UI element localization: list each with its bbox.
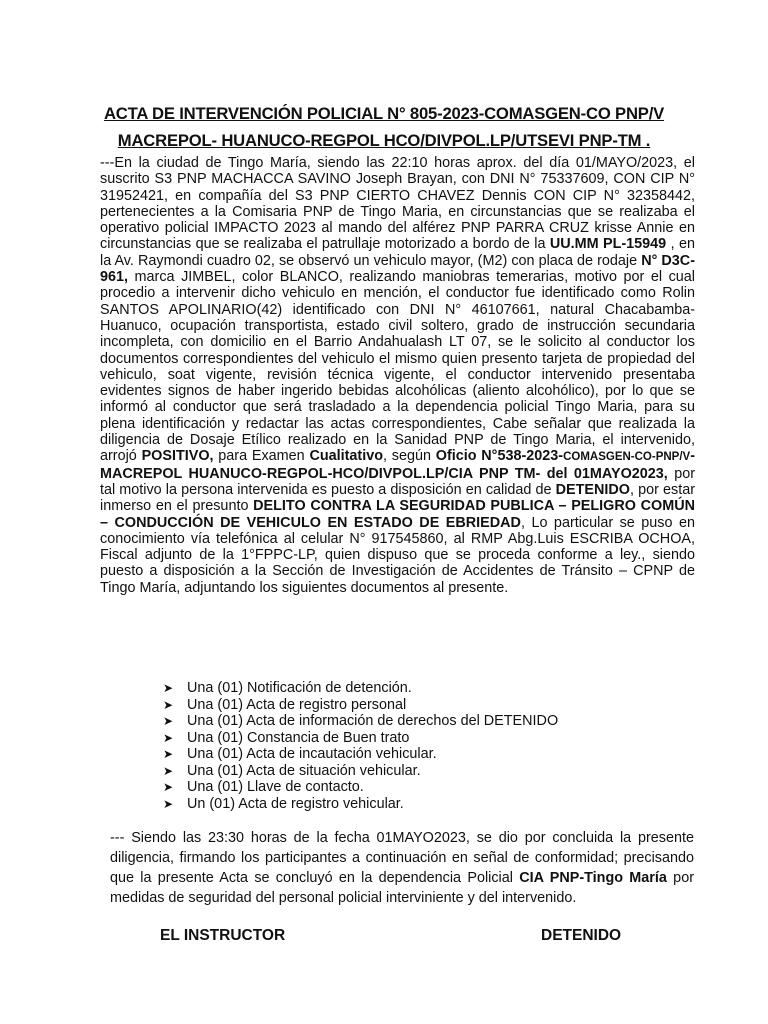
oficio-reference-bold: Oficio N°538-2023- — [435, 448, 564, 465]
title-line-2: MACREPOL- HUANUCO-REGPOL HCO/DIVPOL.LP/UTSEVI PNP-TM . — [117, 131, 651, 150]
arrow-bullet-icon: ➤ — [163, 747, 174, 761]
arrow-bullet-icon: ➤ — [163, 697, 174, 712]
narrative-text: para Examen — [213, 448, 310, 465]
list-item — [163, 763, 558, 780]
narrative-text: , según — [383, 448, 436, 465]
list-item-text: Una (01) Acta de registro personal — [187, 696, 407, 713]
document-title — [96, 100, 672, 154]
police-station-bold: CIA PNP-Tingo María — [519, 870, 667, 886]
narrative-text: , en la Av. Raymondi cuadro 02, se observó un vehiculo mayor, (M2) con placa de rodaje — [100, 236, 695, 269]
list-item — [163, 730, 558, 747]
list-item — [163, 796, 558, 813]
list-item — [163, 713, 558, 730]
signature-label-detainee: DETENIDO — [541, 927, 622, 944]
list-item-text: Una (01) Notificación de detención. — [187, 680, 412, 696]
list-item-text: Una (01) Llave de contacto. — [187, 779, 364, 795]
narrative-text: marca JIMBEL, color BLANCO, realizando maniobras temerarias, motivo por el cual procedio a intervenir dicho vehiculo en mención, el conductor fue identificado como Rolin SANTOS APOLINARIO(42) identificado con DNI N° 46107661, natural Chacabamba-Huanuco, ocupación transportista, estado civil soltero, grado de instrucción secundaria incompleta, con domicilio en el Barrio Andahualash LT 07, se le solicito al conductor los documentos correspondientes del vehiculo el mismo quien presento tarjeta de propiedad del vehiculo, soat vigente, revisión técnica vigente, el conductor intervenido presentaba evidentes signos de haber ingerido bebidas alcohólicas (aliento alcohólico), por lo que se informó al conductor que será trasladado a la dependencia policial Tingo Maria, para su plena identificación y redactar las actas correspondientes, Cabe señalar que realizada la diligencia de Dosaje Etílico realizado en la Sanidad PNP de Tingo Maria, el intervenido, arrojó — [100, 269, 695, 465]
crime-description-bold: DELITO CONTRA LA SEGURIDAD PUBLICA – PELIGRO COMÚN – CONDUCCIÓN DE VEHICULO EN ESTADO DE EBRIEDAD — [100, 498, 696, 531]
narrative-text: ---En la ciudad de Tingo María, siendo las 22:10 horas aprox. del día 01/MAYO/2023, el suscrito S3 PNP MACHACCA SAVINO Joseph Brayan, con DNI N° 75337609, CON CIP N° 31952421, en compañía del S3 PNP CIERTO CHAVEZ Dennis CON CIP N° 32358442, pertenecientes a la Comisaria PNP de Tingo Maria, en circunstancias que se realizaba el operativo policial IMPACTO 2023 al mando del alférez PNP PARRA CRUZ krisse Annie en circunstancias que se realizaba el patrullaje motorizado a bordo de la — [100, 155, 695, 253]
arrow-bullet-icon: ➤ — [163, 796, 174, 811]
oficio-reference-bold: -MACREPOL HUANUCO-REGPOL-HCO/DIVPOL.LP/CIA PNP TM- del 01MAYO2023, — [100, 448, 696, 482]
intervention-narrative — [100, 155, 695, 596]
arrow-bullet-icon: ➤ — [163, 730, 174, 745]
list-item — [163, 779, 558, 796]
list-item — [163, 680, 558, 697]
detention-status-bold: DETENIDO — [555, 481, 630, 498]
narrative-text: , Lo particular se puso en conocimiento vía telefónica al celular N° 917545860, al RMP Abg.Luis ESCRIBA OCHOA, Fiscal adjunto de la 1°FPPC-LP, quien dispuso que se proceda conforme a ley., siendo puesto a disposición a la Sección de Investigación de Accidentes de Tránsito – CPNP de Tingo María, adjuntando los siguientes documentos al presente. — [100, 514, 696, 596]
narrative-text: por tal motivo la persona intervenida es puesto a disposición en calidad de — [100, 465, 695, 498]
exam-type-bold: Cualitativo — [309, 448, 383, 465]
list-item-text: Una (01) Acta de información de derechos del DETENIDO — [187, 713, 559, 729]
title-line-1: ACTA DE INTERVENCIÓN POLICIAL N° 805-2023-COMASGEN-CO PNP/V — [103, 104, 665, 123]
narrative-text: , por estar inmerso en el presunto — [100, 481, 695, 515]
vehicle-unit-bold: UU.MM PL-15949 — [549, 236, 667, 253]
attached-documents-list — [163, 680, 558, 812]
signature-label-instructor: EL INSTRUCTOR — [160, 927, 286, 944]
list-item-text: Un (01) Acta de registro vehicular. — [187, 795, 404, 812]
plate-number-bold: N° D3C-961, — [100, 252, 695, 286]
list-item-text: Una (01) Acta de incautación vehicular. — [187, 746, 437, 762]
arrow-bullet-icon: ➤ — [163, 780, 174, 794]
arrow-bullet-icon: ➤ — [163, 763, 174, 778]
list-item-text: Una (01) Acta de situación vehicular. — [187, 762, 421, 779]
arrow-bullet-icon: ➤ — [163, 681, 174, 695]
list-item — [163, 697, 558, 714]
list-item-text: Una (01) Constancia de Buen trato — [187, 729, 410, 746]
oficio-reference-small: COMASGEN-CO-PNP/V — [563, 451, 691, 464]
list-item — [163, 746, 558, 763]
closing-text: --- Siendo las 23:30 horas de la fecha 01MAYO2023, se dio por concluida la presente diligencia, firmando los participantes a continuación en señal de conformidad; precisando que la presente Acta se concluyó en la dependencia Policial — [110, 830, 694, 886]
result-bold: POSITIVO, — [141, 448, 214, 465]
arrow-bullet-icon: ➤ — [163, 714, 174, 728]
closing-text: por medidas de seguridad del personal policial interviniente y del intervenido. — [110, 870, 694, 906]
closing-paragraph — [110, 828, 694, 908]
